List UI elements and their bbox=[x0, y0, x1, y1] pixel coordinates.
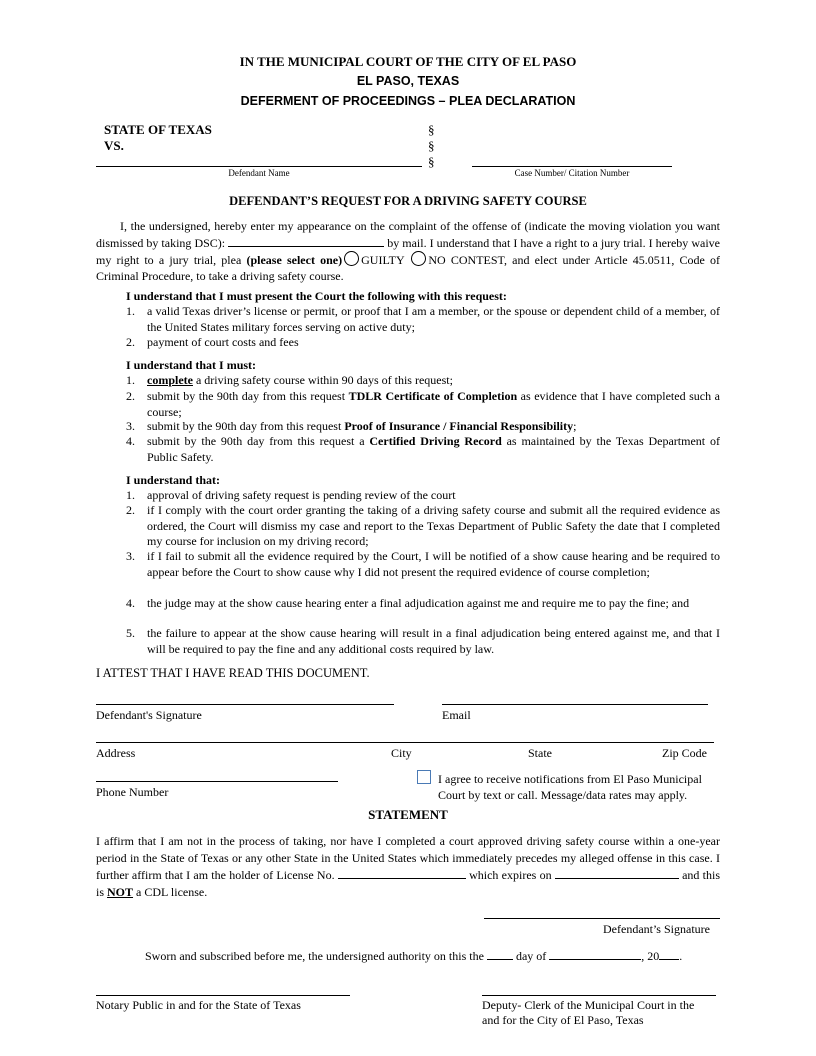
attest-line: I ATTEST THAT I HAVE READ THIS DOCUMENT. bbox=[96, 666, 370, 680]
court-heading: IN THE MUNICIPAL COURT OF THE CITY OF EL PASO bbox=[239, 54, 577, 69]
section1-heading: I understand that I must present the Court the following with this request: bbox=[126, 289, 507, 303]
month-field[interactable] bbox=[549, 948, 641, 960]
list-item: 4. submit by the 90th day from this request a Certified Driving Record as maintained by the Texas Department of Public Safety. bbox=[126, 434, 720, 464]
not-label: NOT bbox=[107, 885, 134, 899]
section3-heading: I understand that: bbox=[126, 473, 221, 487]
email-label: Email bbox=[442, 708, 471, 722]
section2-heading: I understand that I must: bbox=[126, 358, 257, 372]
statement-title: STATEMENT bbox=[368, 807, 448, 822]
defendant-name-label: Defendant Name bbox=[228, 168, 290, 178]
section-mark: § bbox=[428, 138, 435, 153]
sworn-line: Sworn and subscribed before me, the undersigned authority on this the day of , 20 . bbox=[145, 949, 683, 963]
list-item: 1. a valid Texas driver’s license or permit, or proof that I am a member, or the spouse or dependent child of a member, of the United States military forces serving on active duty; bbox=[126, 304, 720, 334]
year-field[interactable] bbox=[659, 948, 679, 960]
address-label: Address bbox=[96, 746, 136, 760]
violation-field[interactable] bbox=[228, 235, 384, 247]
city-label: City bbox=[391, 746, 412, 760]
intro-paragraph bbox=[96, 219, 720, 284]
guilty-radio[interactable] bbox=[344, 251, 359, 266]
intro-text: by mail. I understand that I have a right to a jury trial. I hereby waive my right to a jury trial, plea bbox=[96, 235, 721, 267]
vs-label: VS. bbox=[104, 138, 124, 153]
list-item: 3. submit by the 90th day from this request Proof of Insurance / Financial Responsibility; bbox=[126, 419, 577, 433]
list-item: 5. the failure to appear at the show cause hearing will result in a final adjudication being entered against me, and that I will be required to pay the fine and any additional costs required by law. bbox=[126, 626, 720, 656]
address-field[interactable] bbox=[96, 742, 714, 743]
statement-paragraph: I affirm that I am not in the process of taking, nor have I completed a court approved driving safety course within a one-year period in the State of Texas or any other State in the United States which immediately precedes my alleged offense in this case. I further affirm that I am the holder of License No. which expires on and this is NOT a CDL license. bbox=[96, 834, 721, 899]
list-item: 1. complete a driving safety course within 90 days of this request; bbox=[126, 373, 453, 387]
signature-field[interactable] bbox=[96, 704, 394, 705]
list-item: 3. if I fail to submit all the evidence required by the Court, I will be notified of a show cause hearing and be required to appear before the Court to show cause why I did not present the required evidence of course completion; bbox=[126, 549, 720, 579]
notary-label: Notary Public in and for the State of Texas bbox=[96, 998, 301, 1012]
consent-text: I agree to receive notifications from El Paso Municipal Court by text or call. Message/data rates may apply. bbox=[438, 772, 702, 802]
phone-label: Phone Number bbox=[96, 785, 169, 799]
defendant-name-field[interactable] bbox=[96, 166, 422, 167]
notary-signature-field[interactable] bbox=[96, 995, 350, 996]
request-title: DEFENDANT’S REQUEST FOR A DRIVING SAFETY COURSE bbox=[229, 194, 587, 208]
intro-text: I, the undersigned, hereby enter my appearance on the complaint of the offense of (indicate the moving violation you want dismissed by taking DSC): bbox=[96, 219, 720, 250]
guilty-label: GUILTY bbox=[361, 253, 405, 267]
expiration-field[interactable] bbox=[555, 867, 679, 879]
no-contest-label: NO CONTEST, and elect under Article 45.0511, Code of Criminal Procedure, to take a driving safety course. bbox=[96, 253, 720, 283]
please-select-label: (please select one) bbox=[246, 253, 343, 267]
city-heading: EL PASO, TEXAS bbox=[356, 74, 460, 88]
phone-field[interactable] bbox=[96, 781, 338, 782]
defendant-signature-field[interactable] bbox=[484, 918, 720, 919]
case-number-field[interactable] bbox=[472, 166, 672, 167]
defendant-signature-label: Defendant’s Signature bbox=[603, 922, 710, 936]
email-field[interactable] bbox=[442, 704, 708, 705]
clerk-label: Deputy- Clerk of the Municipal Court in the and for the City of El Paso, Texas bbox=[482, 998, 695, 1027]
clerk-signature-field[interactable] bbox=[482, 995, 716, 996]
consent-checkbox[interactable] bbox=[417, 770, 431, 784]
list-item: 1. approval of driving safety request is pending review of the court bbox=[126, 488, 456, 502]
license-number-field[interactable] bbox=[338, 867, 466, 879]
signature-label: Defendant's Signature bbox=[96, 708, 202, 722]
zip-label: Zip Code bbox=[662, 746, 707, 760]
form-title: DEFERMENT OF PROCEEDINGS – PLEA DECLARATION bbox=[240, 94, 576, 108]
list-item: 2. submit by the 90th day from this request TDLR Certificate of Completion as evidence that I have completed such a course; bbox=[126, 389, 720, 419]
list-item: 4. the judge may at the show cause hearing enter a final adjudication against me and require me to pay the fine; and bbox=[126, 596, 690, 610]
state-label: STATE OF TEXAS bbox=[104, 122, 212, 137]
day-field[interactable] bbox=[487, 948, 513, 960]
section-mark: § bbox=[428, 122, 435, 137]
no-contest-radio[interactable] bbox=[411, 251, 426, 266]
section-mark: § bbox=[428, 154, 435, 169]
case-number-label: Case Number/ Citation Number bbox=[514, 168, 630, 178]
state-field-label: State bbox=[528, 746, 552, 760]
list-item: 2. if I comply with the court order granting the taking of a driving safety course and submit all the required evidence as ordered, the Court will dismiss my case and report to the Texas Department of Public Safety the date that I completed my course for inclusion on my driving record; bbox=[126, 503, 720, 548]
list-item: 2. payment of court costs and fees bbox=[126, 335, 299, 349]
